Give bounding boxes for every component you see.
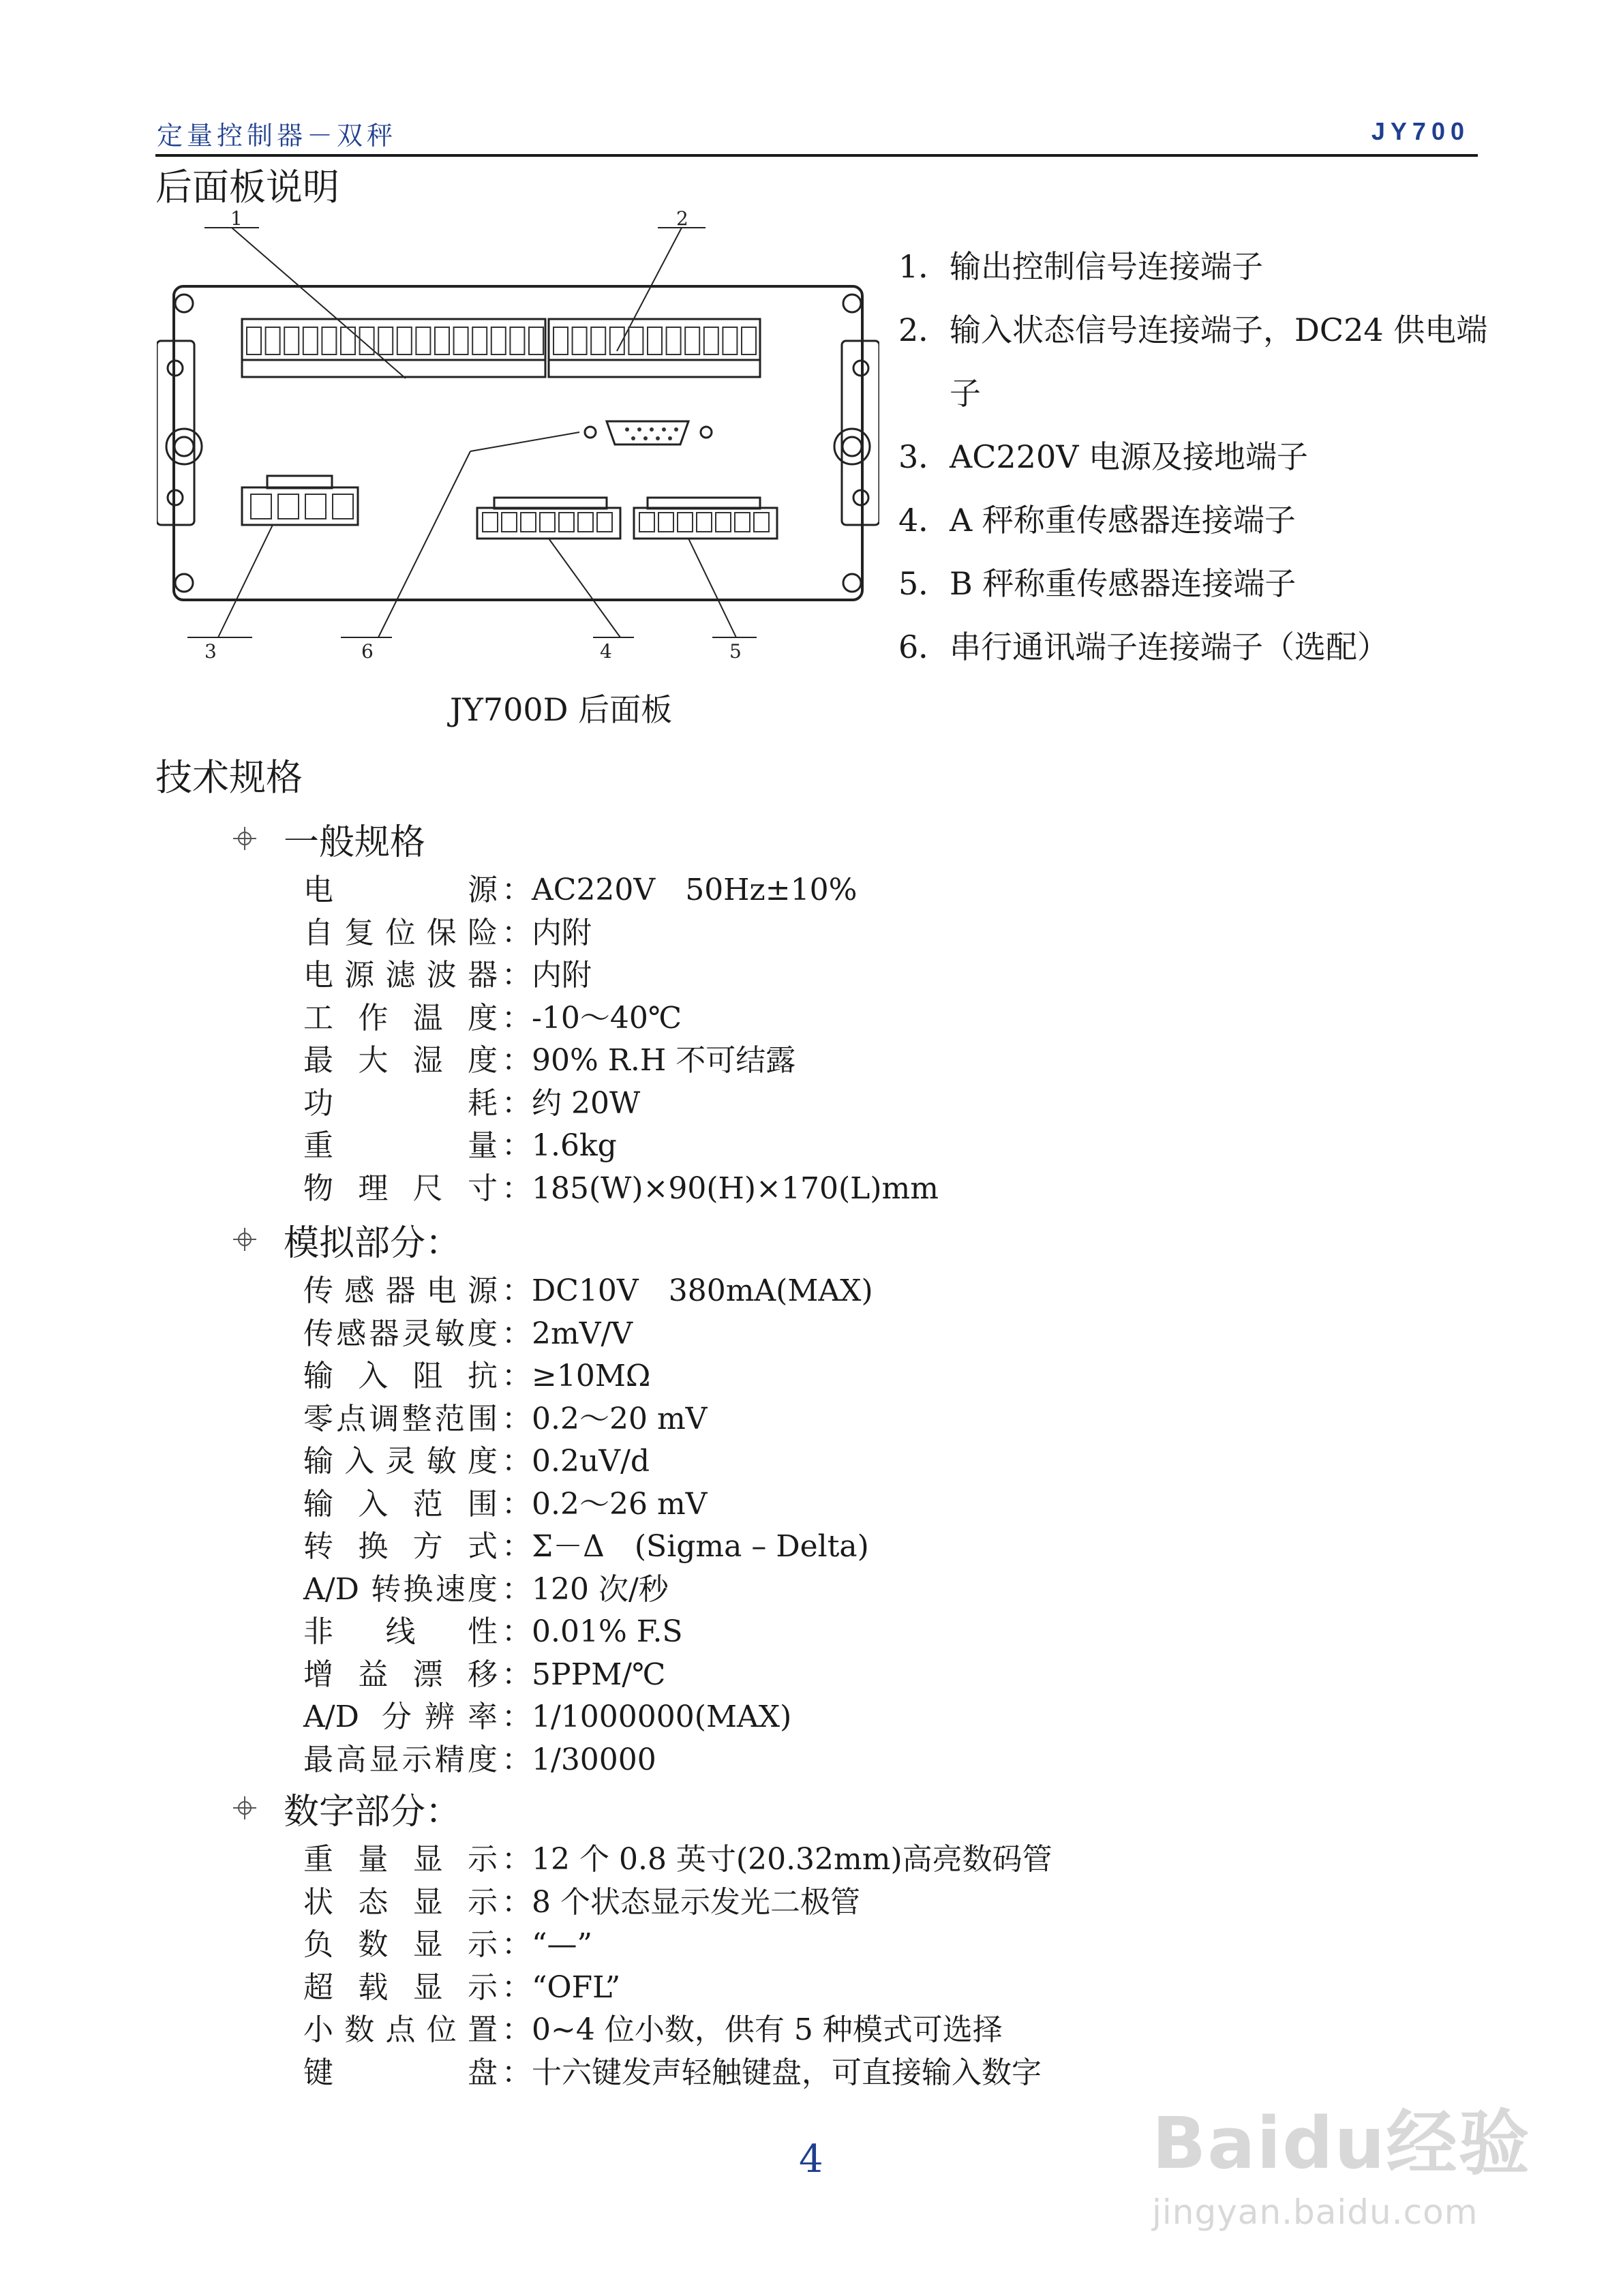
legend-item: 5． B 秤称重传感器连接端子 (898, 565, 1296, 602)
spec-row: 输入范围 ：0.2～26 mV (303, 1486, 708, 1522)
analog-specs (232, 1212, 1391, 1778)
terminal-slots-2 (553, 327, 756, 354)
serial-port-pins (625, 427, 678, 440)
spec-row: 最大湿度 ：90% R.H 不可结露 (303, 1043, 796, 1078)
spec-row: 输入灵敏度 ：0.2uV/d (303, 1444, 650, 1479)
callout-6: 6 (361, 640, 374, 663)
spec-row: A/D 分辨率 ：1/1000000(MAX) (303, 1700, 792, 1735)
header-model: JY700 (1371, 117, 1470, 145)
spec-row: A/D 转换速度 ：120 次/秒 (303, 1571, 669, 1607)
header-title: 定量控制器－双秤 (157, 121, 397, 151)
leader-lines (187, 228, 757, 637)
crosshair-icon (232, 1795, 258, 1821)
general-specs (232, 811, 1391, 1207)
spec-row: 传感器电源 ：DC10V 380mA(MAX) (303, 1273, 873, 1309)
serial-port (607, 421, 688, 444)
baidu-watermark (1152, 2086, 1534, 2263)
digital-specs (232, 1781, 1391, 2091)
spec-row: 转换方式 ：Σ－Δ (Sigma – Delta) (303, 1529, 869, 1565)
spec-row: 重量 ：1.6kg (303, 1128, 617, 1164)
analog-heading: 模拟部分： (232, 1212, 1391, 1267)
terminal-slots-b (639, 513, 769, 532)
terminal-slots-a (483, 513, 612, 532)
watermark-url: jingyan.baidu.com (1152, 2192, 1478, 2232)
watermark-logo: Baidu经验 (1152, 2102, 1531, 2185)
spec-row: 键盘 ：十六键发声轻触键盘，可直接输入数字 (303, 2055, 1042, 2090)
spec-row: 输入阻抗 ：≥10MΩ (303, 1359, 651, 1394)
header-rule (155, 154, 1478, 157)
legend-item: 3． AC220V 电源及接地端子 (898, 438, 1309, 475)
terminal-slots-power (251, 494, 353, 519)
callout-3: 3 (204, 640, 217, 663)
legend-item: 1． 输出控制信号连接端子 (898, 248, 1263, 285)
panel-caption: JY700D 后面板 (450, 691, 673, 728)
rear-panel-diagram (157, 205, 879, 668)
terminal-slots-1 (247, 327, 543, 354)
spec-row: 小数点位置 ：0~4 位小数，供有 5 种模式可选择 (303, 2012, 1003, 2048)
callout-5: 5 (729, 640, 742, 663)
spec-row: 最高显示精度 ：1/30000 (303, 1742, 656, 1777)
left-bracket (157, 341, 194, 525)
rear-panel-title: 后面板说明 (155, 166, 339, 209)
callout-4: 4 (600, 640, 612, 663)
crosshair-icon (232, 826, 258, 851)
spec-row: 超载显示 ：“OFL” (303, 1969, 621, 2005)
general-heading: 一般规格 (232, 811, 1391, 866)
spec-row: 电源滤波器 ：内附 (303, 958, 592, 993)
crosshair-icon (232, 1226, 258, 1252)
spec-row: 工作温度 ：-10～40℃ (303, 1000, 682, 1036)
legend-item: 4． A 秤称重传感器连接端子 (898, 502, 1296, 539)
specs-title: 技术规格 (155, 756, 303, 799)
spec-row: 零点调整范围 ：0.2～20 mV (303, 1401, 708, 1436)
left-knob (166, 429, 202, 464)
spec-row: 自复位保险 ：内附 (303, 915, 592, 950)
callout-2: 2 (676, 207, 688, 230)
spec-row: 物理尺寸 ：185(W)×90(H)×170(L)mm (303, 1170, 939, 1206)
spec-row: 重量显示 ：12 个 0.8 英寸(20.32mm)高亮数码管 (303, 1842, 1052, 1877)
spec-row: 功耗 ：约 20W (303, 1085, 641, 1121)
spec-row: 非线性 ：0.01% F.S (303, 1614, 683, 1650)
panel-legend (898, 235, 1498, 679)
legend-item: 2． 输入状态信号连接端子，DC24 供电端子 (898, 312, 1488, 412)
spec-row: 增益漂移 ：5PPM/℃ (303, 1657, 666, 1692)
page-number: 4 (799, 2137, 823, 2181)
legend-item: 6． 串行通讯端子连接端子（选配） (898, 629, 1389, 665)
right-bracket (842, 341, 879, 525)
digital-heading: 数字部分： (232, 1781, 1391, 1835)
spec-row: 负数显示 ：“—” (303, 1927, 592, 1963)
callout-1: 1 (230, 207, 243, 230)
spec-row: 电源 ：AC220V 50Hz±10% (303, 873, 858, 908)
right-knob (834, 429, 870, 464)
spec-row: 状态显示 ：8 个状态显示发光二极管 (303, 1884, 860, 1920)
spec-row: 传感器灵敏度 ：2mV/V (303, 1316, 633, 1351)
